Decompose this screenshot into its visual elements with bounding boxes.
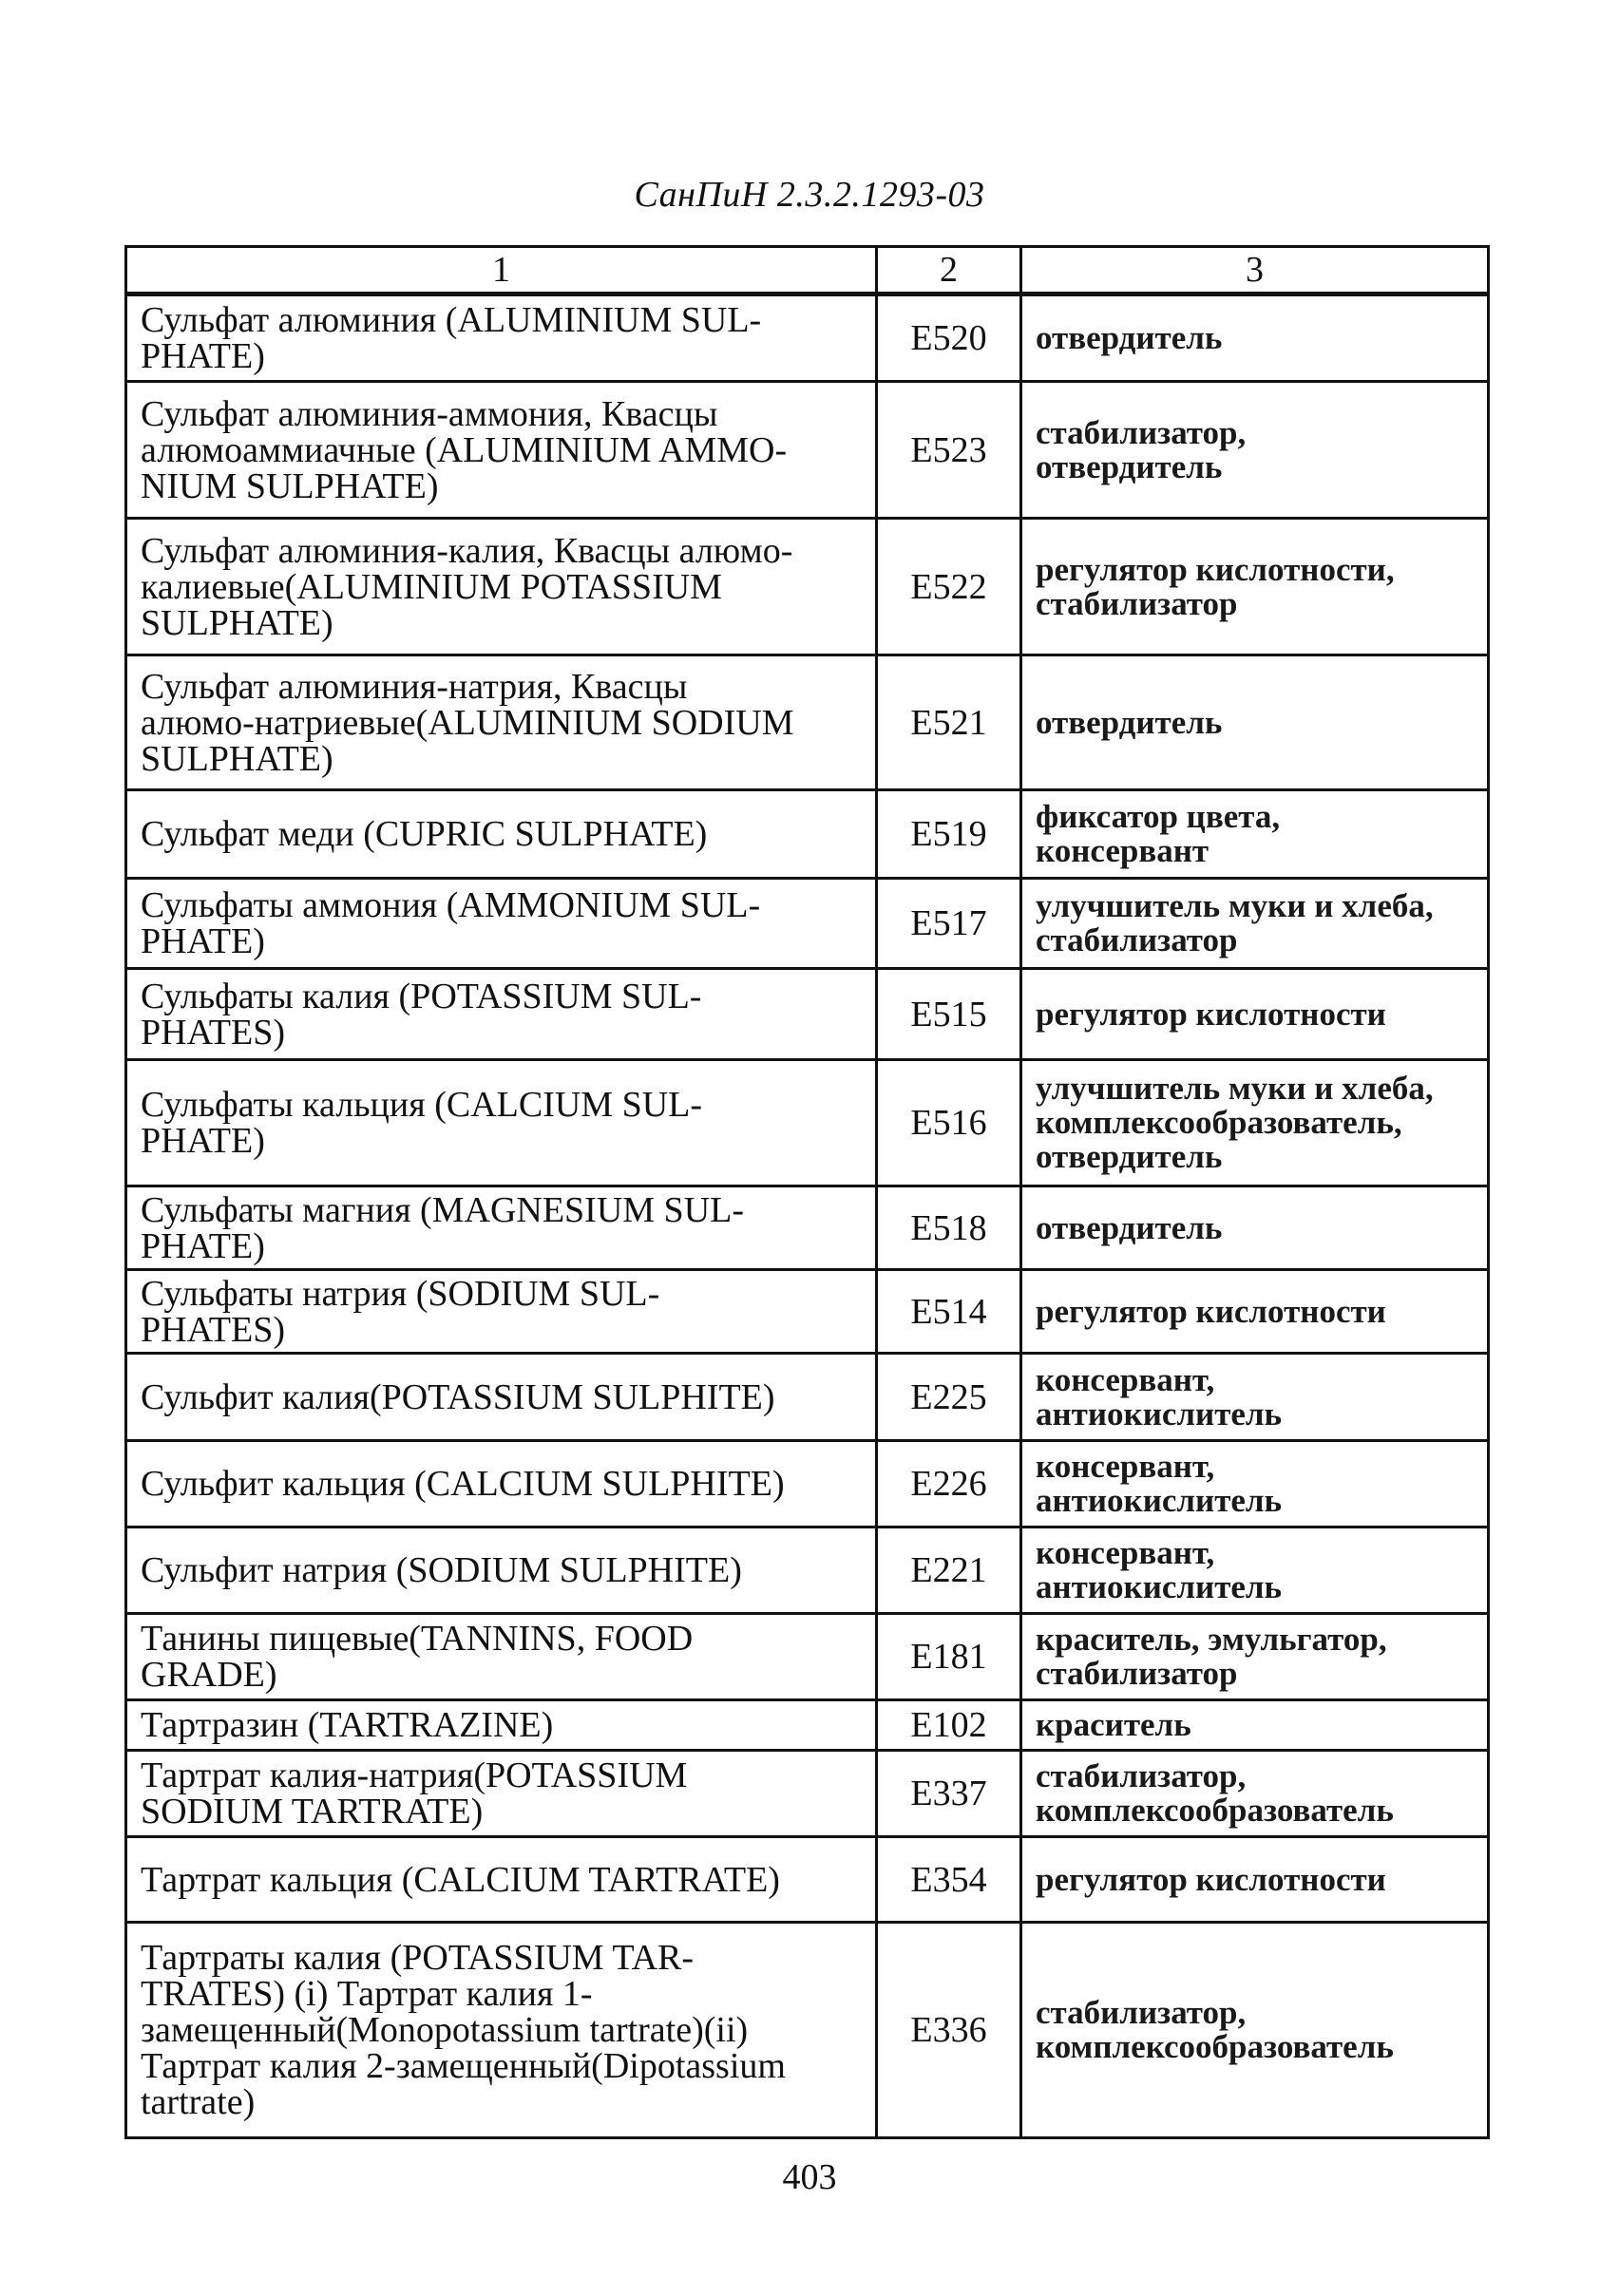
function-cell: отвердитель [1021,1186,1489,1270]
table-body [126,294,1489,2138]
table-row [126,1270,1489,1354]
additive-name-cell: Сульфаты аммония (AMMONIUM SUL- PHATE) [126,879,877,969]
table-row [126,1354,1489,1441]
function-cell: краситель, эмульгатор, стабилизатор [1021,1614,1489,1700]
additive-name-cell: Сульфат алюминия-натрия, Квасцы алюмо-натриевые(ALUMINIUM SODIUM SULPHATE) [126,655,877,790]
function-cell: стабилизатор, отвердитель [1021,382,1489,519]
e-code-cell: E516 [877,1060,1021,1186]
table-row [126,1923,1489,2138]
table-row [126,655,1489,790]
e-code-cell: E102 [877,1700,1021,1751]
additives-table [124,245,1490,2139]
function-cell: отвердитель [1021,655,1489,790]
table-row [126,1186,1489,1270]
function-cell: улучшитель муки и хлеба, комплексообразователь, отвердитель [1021,1060,1489,1186]
additive-name-cell: Сульфит натрия (SODIUM SULPHITE) [126,1528,877,1614]
additive-name-cell: Сульфат алюминия-аммония, Квасцы алюмоаммиачные (ALUMINIUM AMMO- NIUM SULPHATE) [126,382,877,519]
function-cell: стабилизатор, комплексообразователь [1021,1751,1489,1837]
e-code-cell: E517 [877,879,1021,969]
function-cell: регулятор кислотности, стабилизатор [1021,519,1489,655]
function-cell: консервант, антиокислитель [1021,1528,1489,1614]
table-header-row [126,247,1489,294]
table-row [126,1441,1489,1528]
e-code-cell: E515 [877,969,1021,1060]
page-number: 403 [782,2157,837,2197]
e-code-cell: E520 [877,294,1021,382]
additive-name-cell: Сульфит кальция (CALCIUM SULPHITE) [126,1441,877,1528]
table-row [126,519,1489,655]
additive-name-cell: Тартраты калия (POTASSIUM TAR- TRATES) (i) Тартрат калия 1- замещенный(Monopotassium tartrate)(ii) Тартрат калия 2-замещенный(Dipotassium tartrate) [126,1923,877,2138]
additive-name-cell: Сульфаты натрия (SODIUM SUL- PHATES) [126,1270,877,1354]
table-row [126,879,1489,969]
column-header-2: 2 [877,247,1021,294]
table-row [126,382,1489,519]
function-cell: стабилизатор, комплексообразователь [1021,1923,1489,2138]
additive-name-cell: Сульфаты кальция (CALCIUM SUL- PHATE) [126,1060,877,1186]
additive-name-cell: Танины пищевые(TANNINS, FOOD GRADE) [126,1614,877,1700]
additive-name-cell: Сульфат алюминия-калия, Квасцы алюмо- калиевые(ALUMINIUM POTASSIUM SULPHATE) [126,519,877,655]
additive-name-cell: Сульфат алюминия (ALUMINIUM SUL- PHATE) [126,294,877,382]
additives-table-container [124,245,1487,2139]
table-row [126,1700,1489,1751]
additive-name-cell: Сульфаты калия (POTASSIUM SUL- PHATES) [126,969,877,1060]
e-code-cell: E522 [877,519,1021,655]
table-row [126,969,1489,1060]
additive-name-cell: Сульфат меди (CUPRIC SULPHATE) [126,790,877,879]
e-code-cell: E181 [877,1614,1021,1700]
function-cell: консервант, антиокислитель [1021,1354,1489,1441]
e-code-cell: E523 [877,382,1021,519]
additive-name-cell: Тартразин (TARTRAZINE) [126,1700,877,1751]
function-cell: фиксатор цвета, консервант [1021,790,1489,879]
e-code-cell: E221 [877,1528,1021,1614]
e-code-cell: E225 [877,1354,1021,1441]
e-code-cell: E354 [877,1837,1021,1923]
additive-name-cell: Тартрат калия-натрия(POTASSIUM SODIUM TARTRATE) [126,1751,877,1837]
table-row [126,1060,1489,1186]
e-code-cell: E519 [877,790,1021,879]
table-row [126,1528,1489,1614]
function-cell: регулятор кислотности [1021,1270,1489,1354]
table-header [126,247,1489,294]
function-cell: отвердитель [1021,294,1489,382]
additive-name-cell: Сульфит калия(POTASSIUM SULPHITE) [126,1354,877,1441]
function-cell: консервант, антиокислитель [1021,1441,1489,1528]
table-row [126,790,1489,879]
additive-name-cell: Тартрат кальция (CALCIUM TARTRATE) [126,1837,877,1923]
e-code-cell: E518 [877,1186,1021,1270]
e-code-cell: E336 [877,1923,1021,2138]
column-header-1: 1 [126,247,877,294]
table-row [126,1837,1489,1923]
table-row [126,1751,1489,1837]
e-code-cell: E226 [877,1441,1021,1528]
page-header: СанПиН 2.3.2.1293-03 [634,175,985,215]
table-row [126,1614,1489,1700]
e-code-cell: E521 [877,655,1021,790]
e-code-cell: E337 [877,1751,1021,1837]
function-cell: краситель [1021,1700,1489,1751]
function-cell: регулятор кислотности [1021,969,1489,1060]
table-row [126,294,1489,382]
e-code-cell: E514 [877,1270,1021,1354]
column-header-3: 3 [1021,247,1489,294]
additive-name-cell: Сульфаты магния (MAGNESIUM SUL- PHATE) [126,1186,877,1270]
function-cell: регулятор кислотности [1021,1837,1489,1923]
function-cell: улучшитель муки и хлеба, стабилизатор [1021,879,1489,969]
